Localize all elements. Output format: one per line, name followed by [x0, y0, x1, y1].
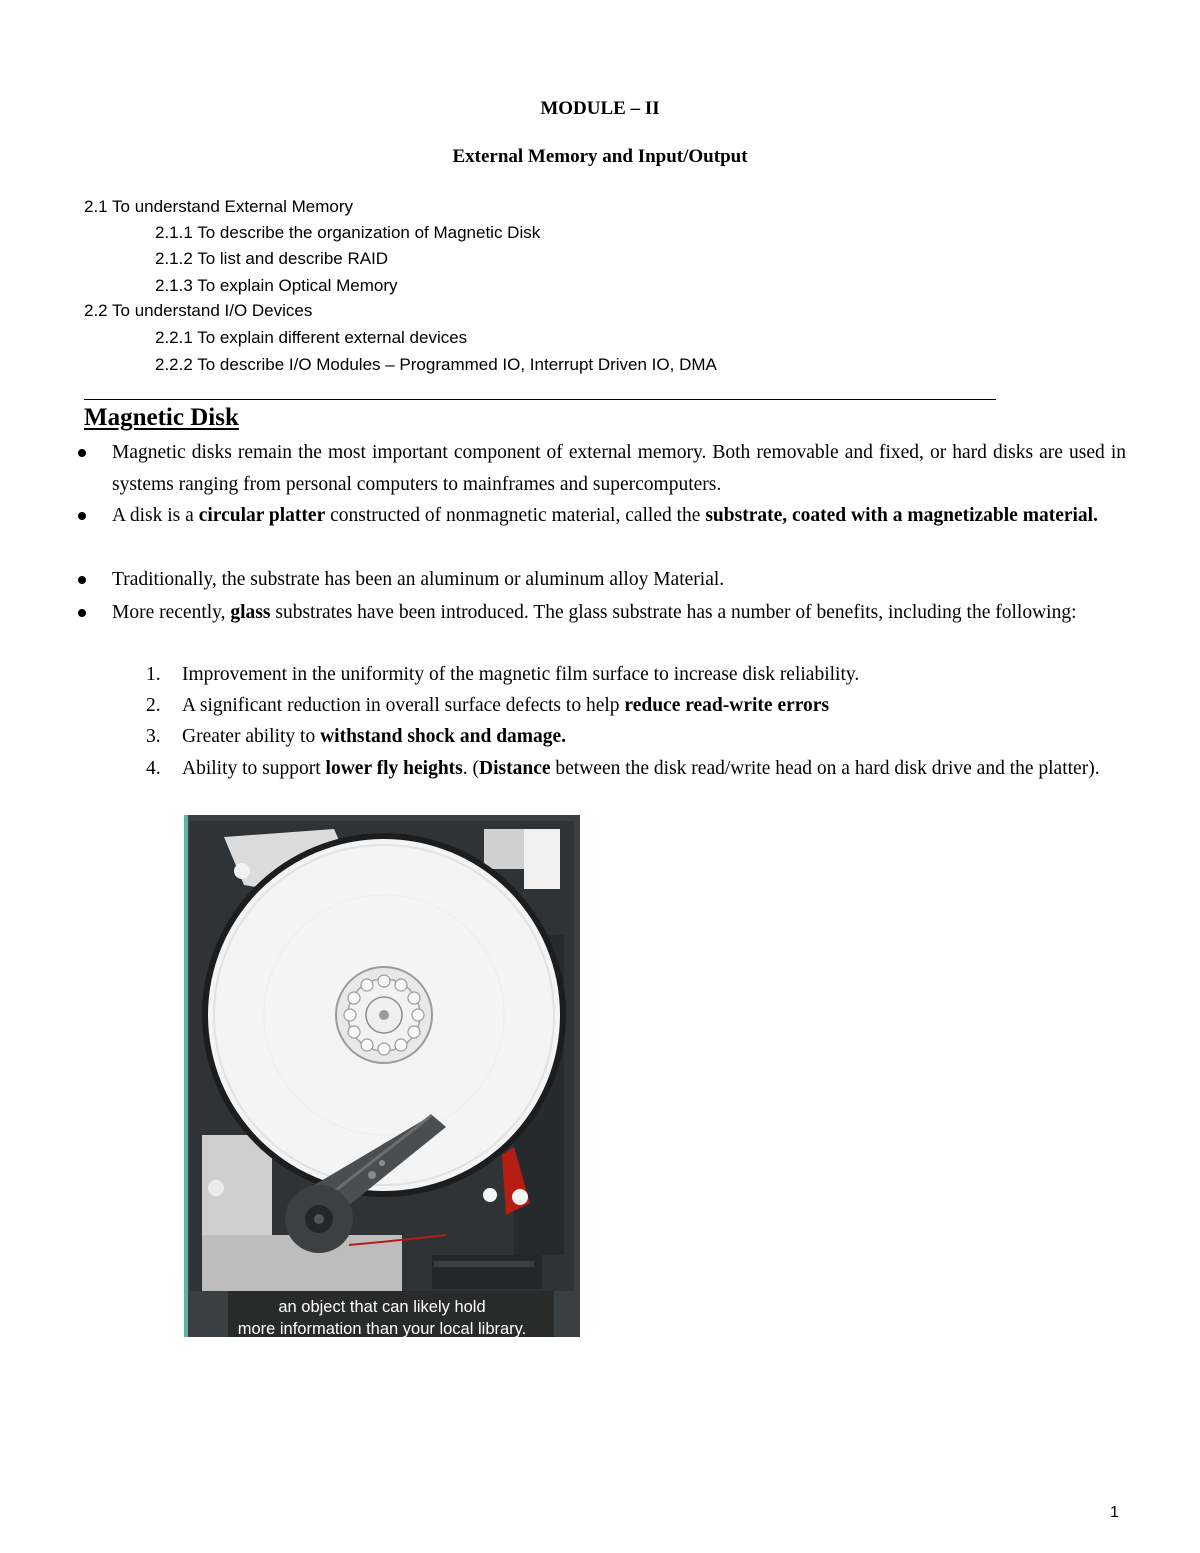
bold-term: Distance	[479, 758, 551, 779]
bullet-text: A disk is a	[112, 505, 199, 526]
bullet-dot-icon	[78, 609, 86, 617]
objective-item: 2.1.1 To describe the organization of Magnetic Disk	[155, 223, 541, 242]
item-text: Greater ability to	[182, 726, 321, 747]
numbered-item	[182, 690, 1126, 722]
bold-term: lower fly heights	[325, 758, 463, 779]
page-number: 1	[1110, 1504, 1119, 1521]
item-text: between the disk read/write head on a hard disk drive and the platter).	[550, 758, 1100, 779]
bullet-dot-icon	[78, 449, 86, 457]
objective-item: 2.2.1 To explain different external devices	[155, 328, 468, 347]
numbered-item: Improvement in the uniformity of the magnetic film surface to increase disk reliability.	[182, 664, 860, 685]
image-caption-line: an object that can likely hold	[278, 1298, 486, 1316]
list-number: 2.	[146, 695, 161, 716]
bullet-paragraph: Magnetic disks remain the most important component of external memory. Both removable and fixed, or hard disks are used in systems ranging from personal computers to mainframes and supercomputers.	[112, 442, 1126, 495]
item-text: . (	[462, 758, 480, 779]
horizontal-divider	[84, 399, 996, 400]
bullet-dot-icon	[78, 512, 86, 520]
module-subtitle: External Memory and Input/Output	[452, 146, 748, 167]
item-text: Ability to support	[182, 758, 326, 779]
bullet-text: substrates have been introduced. The glass substrate has a number of benefits, including the following:	[270, 602, 1077, 623]
bullet-paragraph	[112, 500, 1126, 532]
module-title: MODULE – II	[540, 98, 660, 119]
image-caption-line: more information than your local library.	[237, 1320, 527, 1337]
objective-item: 2.1.3 To explain Optical Memory	[155, 276, 398, 295]
bullet-text: constructed of nonmagnetic material, called the	[325, 505, 706, 526]
bold-term: glass	[230, 602, 271, 623]
objective-item: 2.2.2 To describe I/O Modules – Programmed IO, Interrupt Driven IO, DMA	[155, 355, 717, 374]
list-number: 3.	[146, 726, 161, 747]
bold-term: circular platter	[198, 505, 326, 526]
bullet-dot-icon	[78, 576, 86, 584]
list-number: 1.	[146, 664, 161, 685]
list-number: 4.	[146, 758, 161, 779]
item-text: A significant reduction in overall surface defects to help	[182, 695, 625, 716]
bullet-paragraph	[112, 597, 1126, 629]
bold-term: withstand shock and damage.	[320, 726, 567, 747]
bold-term: substrate, coated with a magnetizable material.	[705, 505, 1098, 526]
bullet-paragraph: Traditionally, the substrate has been an aluminum or aluminum alloy Material.	[112, 569, 725, 590]
bullet-text: More recently,	[112, 602, 231, 623]
hard-disk-image	[184, 815, 580, 1337]
bold-term: reduce read-write errors	[624, 695, 830, 716]
hard-disk-illustration	[184, 815, 580, 1337]
objective-item: 2.1 To understand External Memory	[84, 197, 353, 216]
numbered-item	[182, 721, 1126, 753]
objective-item: 2.1.2 To list and describe RAID	[155, 249, 389, 268]
numbered-item	[182, 753, 1126, 785]
section-heading: Magnetic Disk	[84, 404, 239, 431]
objective-item: 2.2 To understand I/O Devices	[84, 301, 313, 320]
